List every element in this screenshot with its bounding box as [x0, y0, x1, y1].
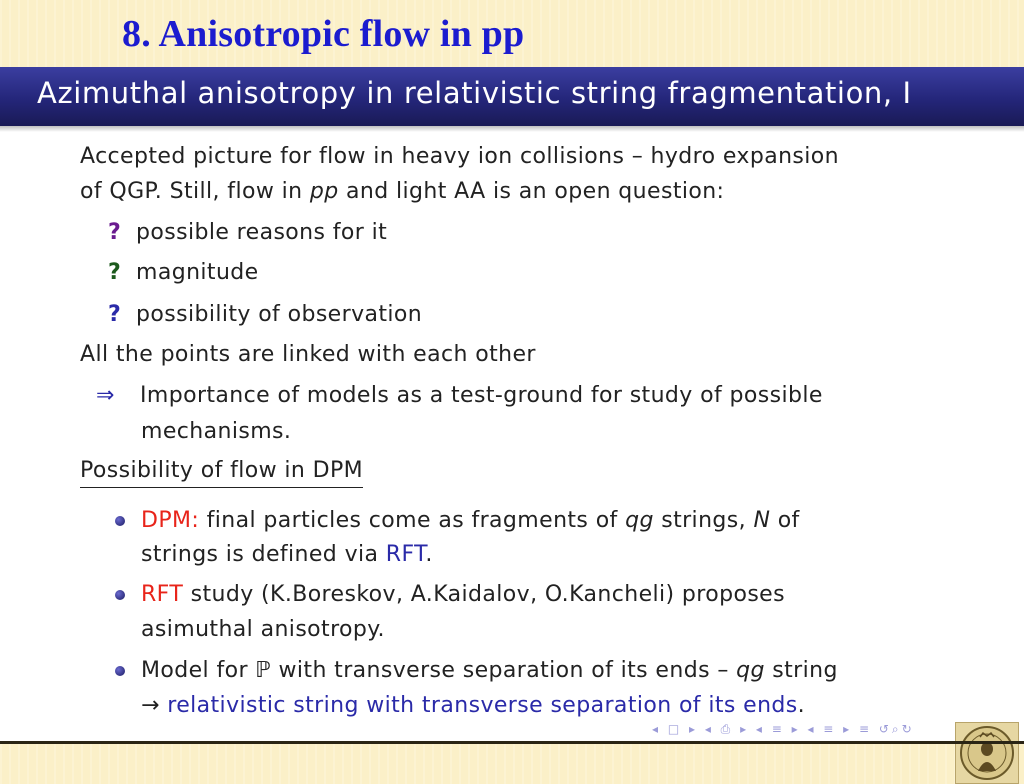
- rft-link: RFT: [385, 542, 426, 567]
- bullet-text: strings is defined via: [141, 542, 386, 567]
- rft-label: RFT: [141, 582, 184, 607]
- question-text: possible reasons for it: [136, 220, 388, 245]
- bottom-divider: [0, 741, 1024, 744]
- question-item: [108, 300, 422, 330]
- question-item: [108, 218, 387, 248]
- frame-title: Azimuthal anisotropy in relativistic string fragmentation, I: [37, 76, 912, 110]
- bullet-1-line-2: [141, 540, 433, 570]
- relativistic-string-link: relativistic string with transverse separation of its ends: [167, 693, 798, 718]
- bullet-1-line-1: [141, 506, 800, 536]
- bullet-text: .: [425, 542, 433, 567]
- outer-slide-title: 8. Anisotropic flow in pp: [122, 13, 525, 55]
- university-seal-logo: [955, 722, 1019, 784]
- right-arrow-icon: →: [141, 693, 168, 718]
- bullet-text: strings,: [653, 508, 754, 533]
- pp-italic: pp: [309, 179, 339, 204]
- qg-italic: qg: [625, 508, 654, 533]
- qg-italic: qg: [736, 658, 765, 683]
- bullet-text: .: [797, 693, 806, 718]
- section-title: Possibility of flow in DPM: [80, 456, 363, 488]
- question-mark-icon: ?: [108, 302, 122, 327]
- beamer-slide: [0, 67, 1024, 742]
- n-italic: N: [753, 508, 771, 533]
- linked-statement: All the points are linked with each other: [80, 342, 536, 367]
- bullet-icon: [115, 516, 125, 526]
- intro-text-end: and light AA is an open question:: [338, 179, 725, 204]
- implication-line-2: mechanisms.: [141, 419, 292, 444]
- seal-icon: [956, 723, 1018, 783]
- question-mark-icon: ?: [108, 220, 122, 245]
- question-mark-icon: ?: [108, 260, 122, 285]
- question-text: possibility of observation: [136, 302, 423, 327]
- bullet-2-line-2: asimuthal anisotropy.: [141, 617, 385, 642]
- implication-text: Importance of models as a test-ground for study of possible: [140, 383, 823, 408]
- bullet-icon: [115, 590, 125, 600]
- question-item: [108, 258, 259, 288]
- intro-line-2: [80, 177, 724, 207]
- dpm-label: DPM:: [141, 508, 200, 533]
- bullet-icon: [115, 666, 125, 676]
- bullet-text: study (K.Boreskov, A.Kaidalov, O.Kancheli) proposes: [183, 582, 785, 607]
- bullet-text: final particles come as fragments of: [199, 508, 626, 533]
- frame-title-bar: [0, 67, 1024, 126]
- intro-text: of QGP. Still, flow in: [80, 179, 310, 204]
- implies-arrow-icon: ⇒: [96, 383, 115, 408]
- bullet-3-line-2: [141, 691, 805, 721]
- bullet-text: Model for ℙ with transverse separation of its ends –: [141, 658, 737, 683]
- implication-line-1: [96, 381, 823, 411]
- bullet-3-line-1: [141, 656, 838, 686]
- question-text: magnitude: [136, 260, 259, 285]
- bullet-text: of: [770, 508, 800, 533]
- bullet-2-line-1: [141, 580, 785, 610]
- intro-line-1: Accepted picture for flow in heavy ion collisions – hydro expansion: [80, 144, 839, 169]
- beamer-navigation-icons[interactable]: ◂ □ ▸ ◂ ⎙ ▸ ◂ ≡ ▸ ◂ ≡ ▸ ≡ ↺⌕↻: [652, 722, 915, 736]
- bullet-text: string: [764, 658, 838, 683]
